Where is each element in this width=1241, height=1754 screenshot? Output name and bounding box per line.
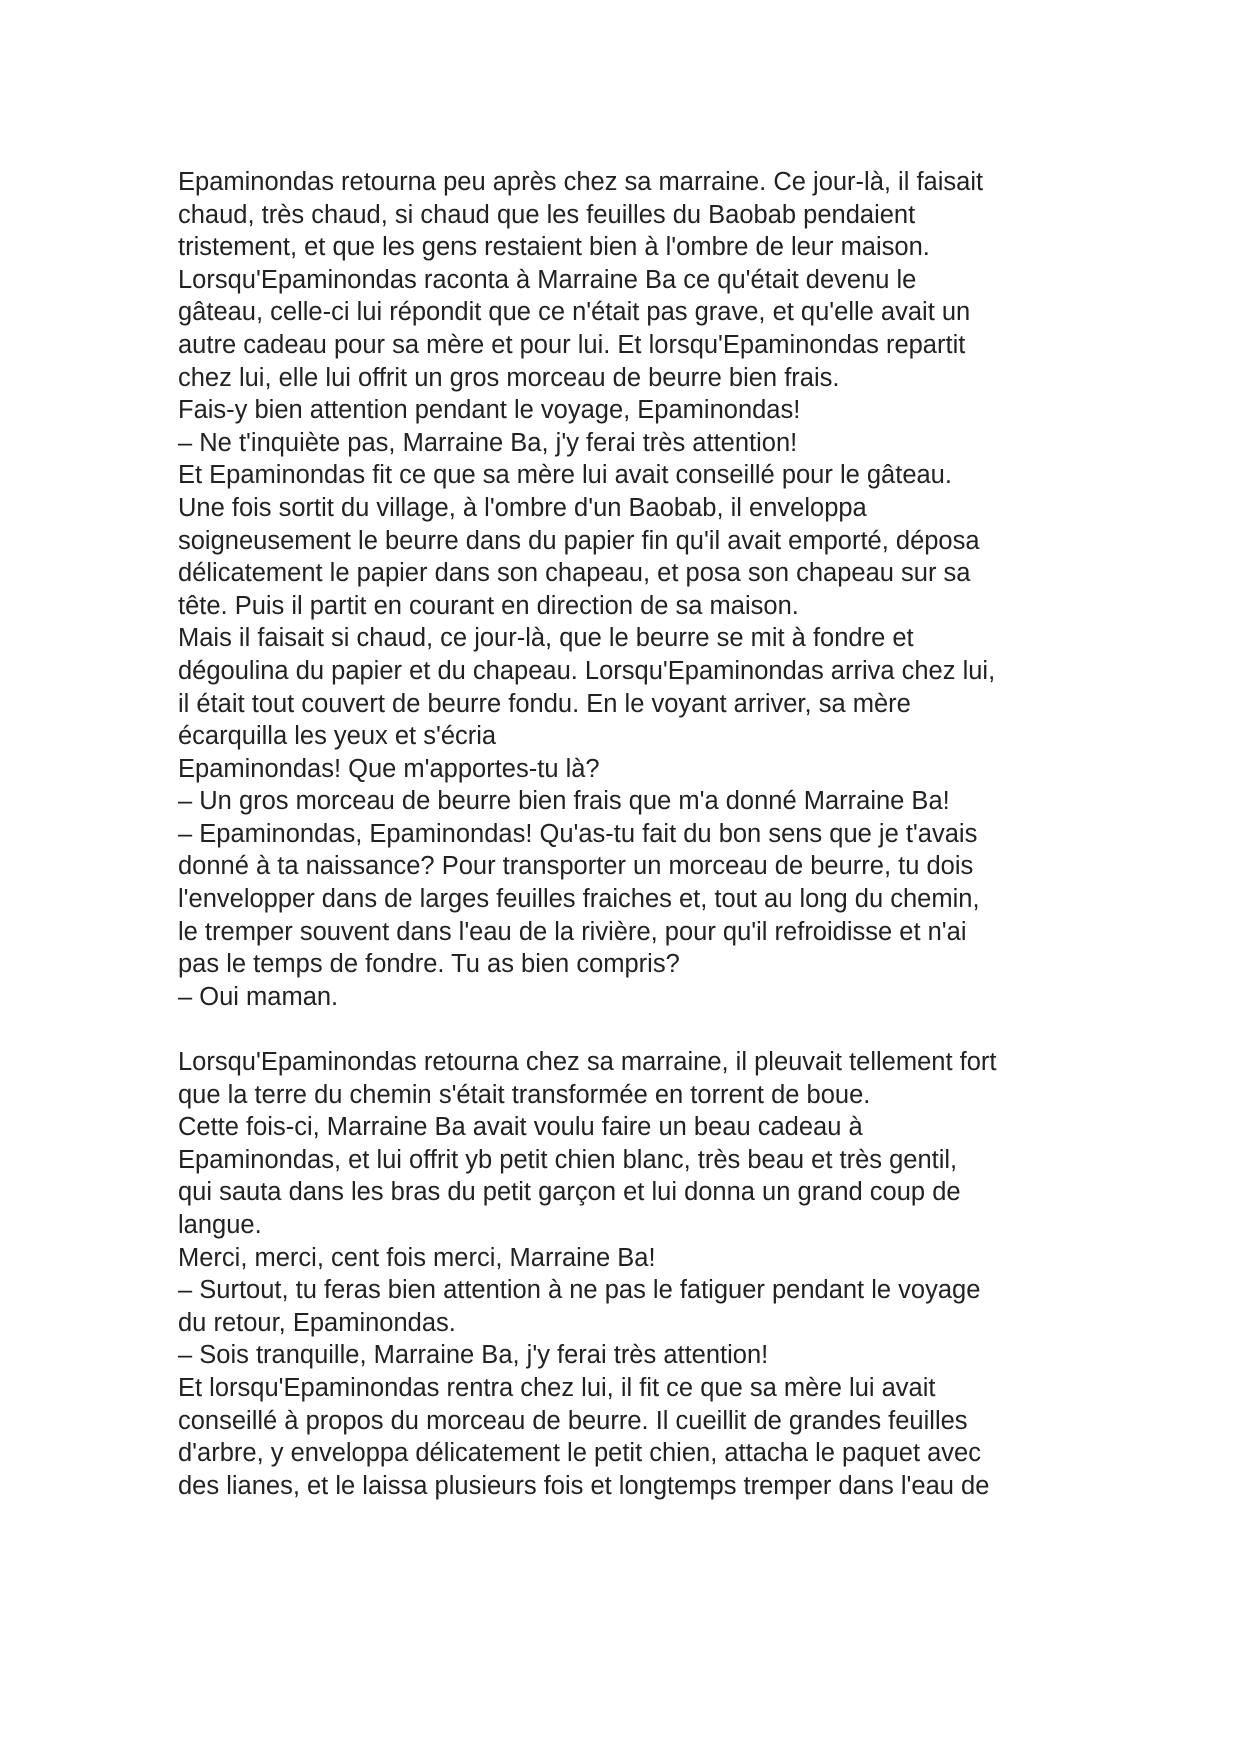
text-line: Epaminondas! Que m'apportes-tu là? <box>178 754 600 783</box>
text-line: Et lorsqu'Epaminondas rentra chez lui, il fit ce que sa mère lui avait <box>178 1373 936 1402</box>
text-line: Lorsqu'Epaminondas retourna chez sa marraine, il pleuvait tellement fort <box>178 1048 997 1077</box>
text-line: tête. Puis il partit en courant en direction de sa maison. <box>178 591 799 620</box>
text-line: chez lui, elle lui offrit un gros morceau de beurre bien frais. <box>178 363 840 392</box>
text-line: le tremper souvent dans l'eau de la rivière, pour qu'il refroidisse et n'ai <box>178 917 967 946</box>
text-line: Mais il faisait si chaud, ce jour-là, que le beurre se mit à fondre et <box>178 624 914 653</box>
text-line: il était tout couvert de beurre fondu. En le voyant arriver, sa mère <box>178 689 911 718</box>
text-line: soigneusement le beurre dans du papier fin qu'il avait emporté, déposa <box>178 526 980 555</box>
text-line: Merci, merci, cent fois merci, Marraine Ba! <box>178 1243 656 1272</box>
text-line: – Ne t'inquiète pas, Marraine Ba, j'y ferai très attention! <box>178 428 798 457</box>
story-text <box>178 166 1078 1502</box>
text-line: d'arbre, y enveloppa délicatement le petit chien, attacha le paquet avec <box>178 1439 981 1468</box>
text-line: – Oui maman. <box>178 982 339 1011</box>
text-line: qui sauta dans les bras du petit garçon et lui donna un grand coup de <box>178 1178 961 1207</box>
text-line: chaud, très chaud, si chaud que les feuilles du Baobab pendaient <box>178 200 916 229</box>
text-line: Epaminondas, et lui offrit yb petit chien blanc, très beau et très gentil, <box>178 1145 958 1174</box>
text-line: Epaminondas retourna peu après chez sa marraine. Ce jour-là, il faisait <box>178 168 984 196</box>
text-line: Cette fois-ci, Marraine Ba avait voulu faire un beau cadeau à <box>178 1113 863 1142</box>
text-line: Fais-y bien attention pendant le voyage, Epaminondas! <box>178 396 801 425</box>
text-line: que la terre du chemin s'était transformée en torrent de boue. <box>178 1080 871 1109</box>
text-line: donné à ta naissance? Pour transporter un morceau de beurre, tu dois <box>178 852 974 881</box>
text-line: du retour, Epaminondas. <box>178 1308 456 1337</box>
blank-line <box>178 1013 1078 1046</box>
text-line: des lianes, et le laissa plusieurs fois et longtemps tremper dans l'eau de <box>178 1471 990 1500</box>
text-line: Et Epaminondas fit ce que sa mère lui avait conseillé pour le gâteau. <box>178 461 952 490</box>
text-line: tristement, et que les gens restaient bien à l'ombre de leur maison. <box>178 233 930 262</box>
text-line: délicatement le papier dans son chapeau, et posa son chapeau sur sa <box>178 559 971 588</box>
text-line: Lorsqu'Epaminondas raconta à Marraine Ba ce qu'était devenu le <box>178 265 917 294</box>
text-line: dégoulina du papier et du chapeau. Lorsqu'Epaminondas arriva chez lui, <box>178 656 996 685</box>
text-line: écarquilla les yeux et s'écria <box>178 722 497 751</box>
text-line: gâteau, celle-ci lui répondit que ce n'était pas grave, et qu'elle avait un <box>178 298 971 327</box>
text-line: – Sois tranquille, Marraine Ba, j'y ferai très attention! <box>178 1341 769 1370</box>
text-line: pas le temps de fondre. Tu as bien compris? <box>178 950 680 979</box>
text-line: Une fois sortit du village, à l'ombre d'un Baobab, il enveloppa <box>178 493 867 522</box>
text-line: – Epaminondas, Epaminondas! Qu'as-tu fait du bon sens que je t'avais <box>178 819 978 848</box>
text-line: – Un gros morceau de beurre bien frais que m'a donné Marraine Ba! <box>178 787 950 816</box>
text-line: langue. <box>178 1211 262 1239</box>
text-line: – Surtout, tu feras bien attention à ne pas le fatiguer pendant le voyage <box>178 1276 981 1305</box>
text-line: conseillé à propos du morceau de beurre. Il cueillit de grandes feuilles <box>178 1406 968 1435</box>
text-line: autre cadeau pour sa mère et pour lui. Et lorsqu'Epaminondas repartit <box>178 330 966 359</box>
text-line: l'envelopper dans de larges feuilles fraiches et, tout au long du chemin, <box>178 885 980 914</box>
